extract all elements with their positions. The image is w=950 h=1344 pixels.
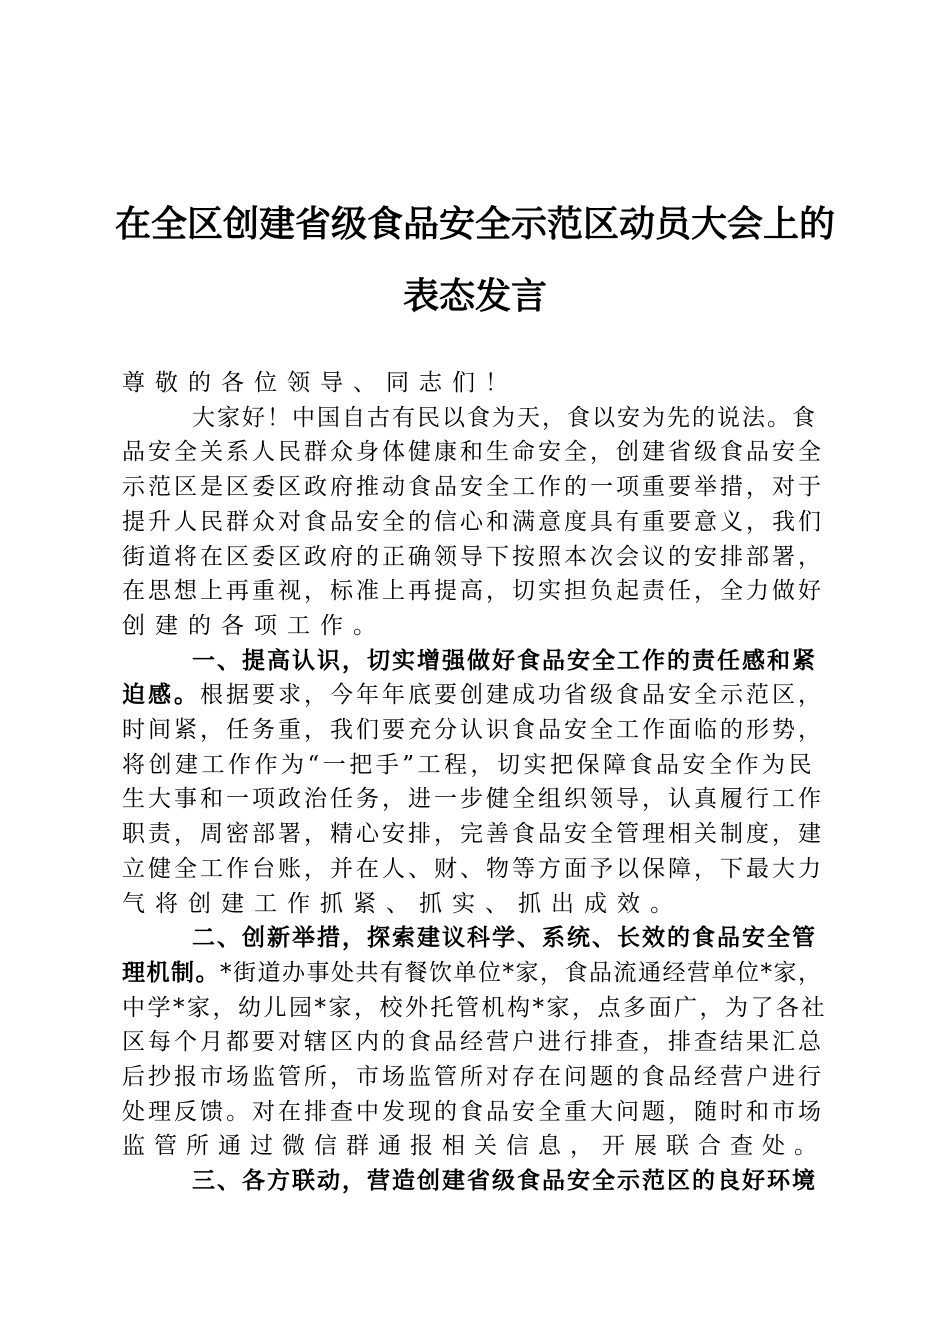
text-line [122,574,828,609]
body-text: *街道办事处共有餐饮单位*家，食品流通经营单位*家， [220,959,823,986]
body-text: 处理反馈。对在排查中发现的食品安全重大问题，随时和市场 [122,1098,824,1125]
text-line [122,470,828,505]
section-heading-text: 理机制。 [122,959,220,986]
text-line [122,435,828,470]
text-line [122,366,828,401]
body-text: 生大事和一项政治任务，进一步健全组织领导，认真履行工作 [122,786,824,813]
body-text: 提升人民群众对食品安全的信心和满意度具有重要意义，我们 [122,508,824,535]
text-line [122,852,828,887]
text-line [122,609,828,644]
text-line [122,540,828,575]
body-text: 在思想上再重视，标准上再提高，切实担负起责任，全力做好 [122,578,824,605]
document-body [122,366,828,1199]
text-line [122,748,828,783]
text-line [122,782,828,817]
body-text: 区每个月都要对辖区内的食品经营户进行排查，排查结果汇总 [122,1029,824,1056]
section-heading-text: 三、各方联动，营造创建省级食品安全示范区的良好环境 [192,1168,817,1195]
text-line [122,817,828,852]
body-text: 品安全关系人民群众身体健康和生命安全，创建省级食品安全 [122,439,824,466]
body-text: 尊敬的各位领导、同志们！ [122,370,518,396]
body-text: 创建的各项工作。 [122,612,386,639]
text-line [122,1129,828,1164]
body-text: 立健全工作台账，并在人、财、物等方面予以保障，下最大力 [122,855,824,882]
text-line [122,956,828,991]
body-text: 将创建工作作为“一把手”工程，切实把保障食品安全作为民 [122,751,816,778]
text-line [122,1060,828,1095]
text-line [122,713,828,748]
body-text: 示范区是区委区政府推动食品安全工作的一项重要举措，对于 [122,474,824,501]
document-title-line-1: 在全区创建省级食品安全示范区动员大会上的 [114,203,835,245]
body-text: 中学*家，幼儿园*家，校外托管机构*家，点多面广，为了各社 [122,994,827,1021]
text-line [122,644,828,679]
section-heading-text: 迫感。 [122,682,200,709]
text-line [122,401,828,436]
text-line [122,991,828,1026]
body-text: 监管所通过微信群通报相关信息，开展联合查处。 [122,1133,826,1160]
body-text: 大家好！中国自古有民以食为天，食以安为先的说法。食 [192,404,817,431]
body-text: 职责，周密部署，精心安排，完善食品安全管理相关制度，建 [122,821,824,848]
text-line [122,1095,828,1130]
text-line [122,887,828,922]
section-heading-text: 一、提高认识，切实增强做好食品安全工作的责任感和紧 [192,647,817,674]
text-line [122,1025,828,1060]
body-text: 气将创建工作抓紧、抓实、抓出成效。 [122,890,683,917]
body-text: 街道将在区委区政府的正确领导下按照本次会议的安排部署， [122,543,824,570]
text-line [122,678,828,713]
text-line [122,921,828,956]
section-heading-text: 二、创新举措，探索建议科学、系统、长效的食品安全管 [192,925,817,952]
text-line [122,505,828,540]
document-title-line-2: 表态发言 [402,275,547,317]
body-text: 后抄报市场监管所，市场监管所对存在问题的食品经营户进行 [122,1064,824,1091]
body-text: 时间紧，任务重，我们要充分认识食品安全工作面临的形势， [122,717,824,744]
body-text: 根据要求，今年年底要创建成功省级食品安全示范区， [200,682,824,709]
text-line [122,1164,828,1199]
